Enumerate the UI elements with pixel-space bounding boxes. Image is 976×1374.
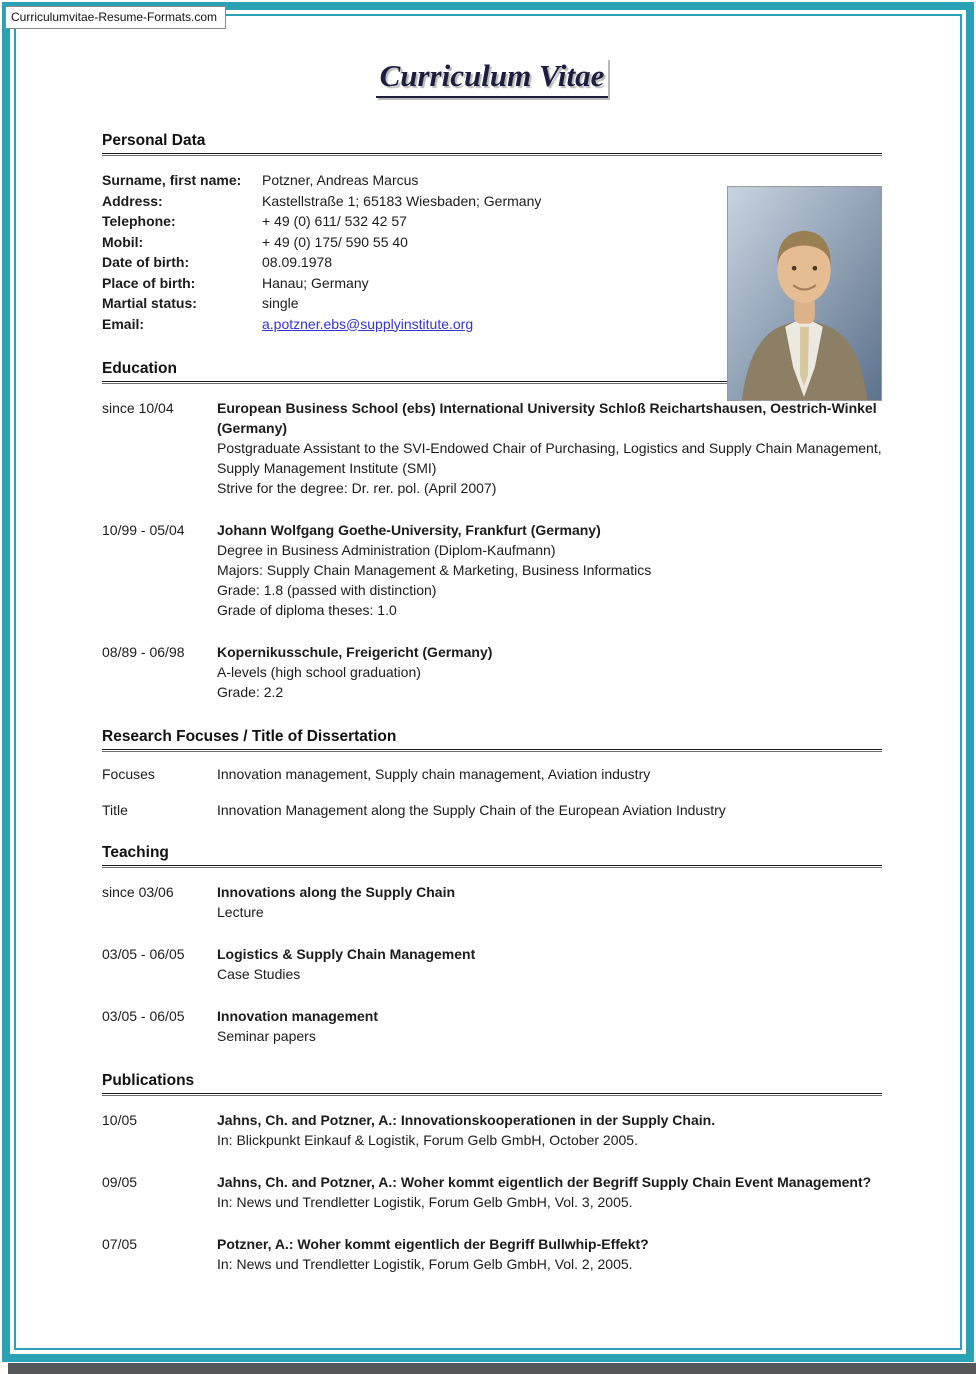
personal-value: + 49 (0) 611/ 532 42 57 bbox=[262, 213, 407, 229]
entry-body bbox=[217, 642, 882, 702]
entry-date: since 10/04 bbox=[102, 400, 174, 416]
publication-source: In: News und Trendletter Logistik, Forum Gelb GmbH, Vol. 3, 2005. bbox=[217, 1194, 633, 1210]
portrait-photo bbox=[727, 186, 882, 401]
research-row bbox=[102, 802, 882, 818]
entry-subtitle: Case Studies bbox=[217, 966, 301, 982]
entry-line: Grade: 2.2 bbox=[217, 684, 284, 700]
section-research bbox=[102, 728, 882, 818]
publication-title: Jahns, Ch. and Potzner, A.: Innovationskooperationen in der Supply Chain. bbox=[217, 1112, 716, 1128]
research-heading: Research Focuses / Title of Dissertation bbox=[102, 728, 397, 745]
entry-body bbox=[217, 944, 882, 984]
research-value: Innovation Management along the Supply Chain of the European Aviation Industry bbox=[217, 802, 726, 818]
entry-body bbox=[217, 1006, 882, 1046]
cv-content bbox=[102, 58, 882, 1350]
page-frame-outer bbox=[2, 2, 974, 1362]
entry-title: Logistics & Supply Chain Management bbox=[217, 946, 476, 962]
entry-date: 09/05 bbox=[102, 1174, 138, 1190]
education-entry bbox=[102, 520, 882, 620]
teaching-entry bbox=[102, 944, 882, 984]
personal-value: 08.09.1978 bbox=[262, 254, 333, 270]
section-rule bbox=[102, 749, 882, 752]
teaching-heading: Teaching bbox=[102, 844, 169, 861]
entry-date: 10/99 - 05/04 bbox=[102, 522, 185, 538]
entry-line: Grade of diploma theses: 1.0 bbox=[217, 602, 397, 618]
entry-line: Degree in Business Administration (Diplom-Kaufmann) bbox=[217, 542, 556, 558]
watermark-text: Curriculumvitae-Resume-Formats.com bbox=[11, 10, 218, 24]
publication-title: Jahns, Ch. and Potzner, A.: Woher kommt eigentlich der Begriff Supply Chain Event Management? bbox=[217, 1174, 872, 1190]
publication-entry bbox=[102, 1110, 882, 1150]
entry-title: Innovations along the Supply Chain bbox=[217, 884, 456, 900]
personal-value: Kastellstraße 1; 65183 Wiesbaden; Germany bbox=[262, 192, 542, 209]
personal-label: Martial status: bbox=[102, 295, 197, 311]
entry-title: European Business School (ebs) International University Schloß Reichartshausen, Oestrich-Winkel (Germany) bbox=[217, 400, 877, 436]
right-eye bbox=[812, 266, 817, 271]
research-label: Focuses bbox=[102, 766, 155, 782]
page-frame-inner bbox=[14, 14, 962, 1350]
entry-date: since 03/06 bbox=[102, 884, 174, 900]
personal-value: Hanau; Germany bbox=[262, 274, 369, 291]
personal-value: Potzner, Andreas Marcus bbox=[262, 172, 419, 188]
publication-title: Potzner, A.: Woher kommt eigentlich der Begriff Bullwhip-Effekt? bbox=[217, 1236, 649, 1252]
education-entry bbox=[102, 642, 882, 702]
entry-date: 03/05 - 06/05 bbox=[102, 1008, 185, 1024]
personal-value: single bbox=[262, 295, 299, 311]
entry-date: 10/05 bbox=[102, 1112, 138, 1128]
entry-body bbox=[217, 520, 882, 620]
entry-line: Grade: 1.8 (passed with distinction) bbox=[217, 582, 437, 598]
page-title: Curriculum Vitae bbox=[376, 58, 609, 98]
entry-line: Postgraduate Assistant to the SVI-Endowed Chair of Purchasing, Logistics and Supply Chain Management, Supply Management Institute (SMI) bbox=[217, 440, 882, 476]
entry-line: Strive for the degree: Dr. rer. pol. (April 2007) bbox=[217, 480, 497, 496]
personal-value: + 49 (0) 175/ 590 55 40 bbox=[262, 233, 408, 250]
entry-title: Kopernikusschule, Freigericht (Germany) bbox=[217, 644, 493, 660]
publication-source: In: News und Trendletter Logistik, Forum Gelb GmbH, Vol. 2, 2005. bbox=[217, 1256, 633, 1272]
personal-heading: Personal Data bbox=[102, 132, 206, 149]
personal-label: Surname, first name: bbox=[102, 172, 242, 188]
entry-date: 07/05 bbox=[102, 1236, 138, 1252]
section-rule bbox=[102, 153, 882, 156]
publication-entry bbox=[102, 1172, 882, 1212]
page-bottom-shadow bbox=[8, 1363, 976, 1374]
entry-subtitle: Lecture bbox=[217, 904, 264, 920]
research-row bbox=[102, 766, 882, 782]
entry-body bbox=[217, 398, 882, 498]
entry-title: Innovation management bbox=[217, 1008, 379, 1024]
personal-label: Email: bbox=[102, 315, 145, 332]
section-rule bbox=[102, 865, 882, 868]
title-wrap bbox=[102, 58, 882, 98]
personal-label: Date of birth: bbox=[102, 254, 190, 270]
section-publications bbox=[102, 1072, 882, 1274]
entry-title: Johann Wolfgang Goethe-University, Frankfurt (Germany) bbox=[217, 522, 601, 538]
research-label: Title bbox=[102, 802, 128, 818]
entry-subtitle: Seminar papers bbox=[217, 1028, 316, 1044]
watermark bbox=[5, 6, 226, 29]
teaching-entry bbox=[102, 1006, 882, 1046]
publication-entry bbox=[102, 1234, 882, 1274]
education-heading: Education bbox=[102, 360, 177, 377]
personal-label: Telephone: bbox=[102, 213, 176, 229]
education-entry bbox=[102, 398, 882, 498]
entry-body bbox=[217, 882, 882, 922]
entry-date: 08/89 - 06/98 bbox=[102, 644, 185, 660]
entry-body bbox=[217, 1234, 882, 1274]
publications-heading: Publications bbox=[102, 1072, 195, 1089]
personal-label: Address: bbox=[102, 192, 163, 209]
section-teaching bbox=[102, 844, 882, 1046]
entry-line: Majors: Supply Chain Management & Marketing, Business Informatics bbox=[217, 562, 652, 578]
personal-label: Place of birth: bbox=[102, 274, 196, 291]
email-link[interactable]: a.potzner.ebs@supplyinstitute.org bbox=[262, 315, 474, 332]
entry-body bbox=[217, 1172, 882, 1212]
research-value: Innovation management, Supply chain management, Aviation industry bbox=[217, 766, 651, 782]
publication-source: In: Blickpunkt Einkauf & Logistik, Forum Gelb GmbH, October 2005. bbox=[217, 1132, 638, 1148]
personal-label: Mobil: bbox=[102, 233, 144, 250]
teaching-entry bbox=[102, 882, 882, 922]
entry-body bbox=[217, 1110, 882, 1150]
left-eye bbox=[792, 266, 797, 271]
entry-line: A-levels (high school graduation) bbox=[217, 664, 421, 680]
entry-date: 03/05 - 06/05 bbox=[102, 946, 185, 962]
section-education bbox=[102, 360, 882, 702]
section-rule bbox=[102, 1093, 882, 1096]
